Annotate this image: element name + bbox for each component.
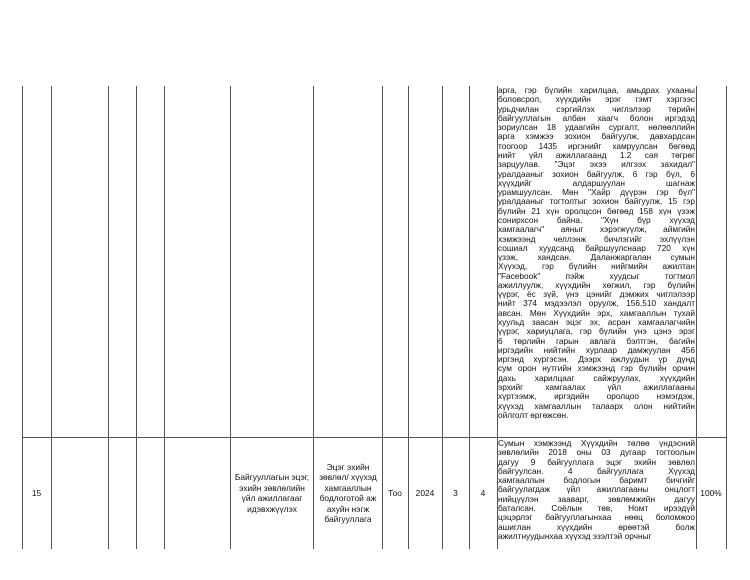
text-line: уралдааныг зохион байгуулж, 6 гэр бүл, 6: [498, 169, 695, 179]
text-line: тоогоор 1435 иргэнийг хамруулсан бөгөөд: [498, 141, 695, 151]
text-line: боловсрол, хүүхдийн эрэг гэмт хэргээс: [498, 95, 695, 105]
table-border: [164, 86, 165, 549]
text-line: байгуулагдаж үйл ажиллагааны онцлогт: [498, 485, 695, 495]
baseline-text: 3: [453, 487, 458, 498]
text-line: сум орон нутгийн хэмжээнд гэр бүлийн орчин: [498, 364, 695, 374]
lower-progress-text: [498, 439, 695, 541]
text-line: хуульд заасан эцэг эх, асран хамгаалагчийн: [498, 318, 695, 328]
text-line: урьдчилан сэргийлэх чиглэлээр төрийн: [498, 104, 695, 114]
text-line: үүрэг, хариуцлага, гэр бүлийн үнэ цэнэ эрэг: [498, 327, 695, 337]
text-line: зөвлөлийн 2018 оны 03 дугаар тогтоолын: [498, 448, 695, 458]
indicator-text: Эцэг эхийн зөвлөл/ хүүхэд хамгааллын бодлоготой аж ахуйн нэгж байгууллага: [319, 461, 377, 524]
activity-cell: [232, 437, 312, 549]
text-line: байгуулсан. 4 байгууллага Хүүхэд: [498, 466, 695, 476]
unit-cell: [382, 437, 408, 549]
text-line: нийцүүлэн зааварг, зөвлөмжийн дагуу: [498, 494, 695, 504]
text-line: хамгааллын бодлогын баримт бичгийг: [498, 476, 695, 486]
row-number-text: 15: [31, 487, 42, 498]
table-border: [313, 86, 314, 549]
text-line: хүүхдийг алдаршуулан шагнаж: [498, 178, 695, 188]
text-line: иргэнд хүргэсэн. Дээрх ажлуудын үр дүнд: [498, 355, 695, 365]
text-line: дахь харилцааг сайжруулах, хүүхдийн: [498, 373, 695, 383]
text-line: уралдааныг тогтолтыг зохион байгуулж, 15 гэр: [498, 197, 695, 207]
text-line: бүлийн 21 хүн оролцсон бөгөөд 158 хүн үзэж: [498, 206, 695, 216]
text-line: Хүүхэд, гэр бүлийн нийгмийн ажилтан: [498, 262, 695, 272]
table-border: [108, 86, 109, 549]
table-border: [136, 86, 137, 549]
text-line: цэцэрлэг байгууллагынхаа нөөц боломжоо: [498, 513, 695, 523]
text-line: нийт 374 мэдээлэл оруулж, 156,510 хандалт: [498, 299, 695, 309]
text-line: хэмжээнд челлэнж бичлэгийг эхлүүлэн: [498, 234, 695, 244]
row-number: [22, 437, 51, 549]
text-line: байгууллагын албан хаагч болон иргэдэд: [498, 113, 695, 123]
text-line: "Facebook" пэйж хуудсыг тогтмол: [498, 271, 695, 281]
year-text: 2024: [415, 487, 435, 498]
text-line: баталсан. Соёлын төв, Номт ирээдүй: [498, 503, 695, 513]
target-text: 4: [480, 487, 486, 498]
text-line: ашиглан хүүхдийн өрөөтэй болж: [498, 522, 695, 532]
text-line: урамшуулсан. Мөн "Хайр дүүрэн гэр бүл": [498, 188, 695, 198]
unit-text: Тоо: [388, 487, 402, 498]
text-line: арга хэмжээ зохион байгуулж, давхардсан: [498, 132, 695, 142]
text-line: зарцуулав. "Эцэг эхээ илгээх захидал": [498, 160, 695, 170]
table-border: [726, 86, 727, 549]
text-line: ажиллуулж, хүүхдийн хөгжил, гэр бүлийн: [498, 280, 695, 290]
percent-cell: [696, 437, 726, 549]
text-line: дагуу 9 байгууллага эцэг эхийн зөвлөл: [498, 457, 695, 467]
percent-text: 100%: [700, 487, 722, 498]
baseline-cell: [442, 437, 469, 549]
year-cell: [408, 437, 442, 549]
text-line: хүүхэд хамгааллын талаарх олон нийтийн: [498, 401, 695, 411]
upper-progress-text: [498, 86, 695, 420]
text-line: ажилтнуудынхаа хүүхэд эзэлтэй орчныг: [498, 531, 652, 541]
text-line: сошиал хуудсанд байршуулснаар 720 хүн: [498, 243, 695, 253]
text-line: ойлголт өргөжсөн.: [498, 410, 569, 420]
text-line: Сумын хэмжээнд Хүүхдийн төлөө үндэсний: [498, 439, 695, 448]
indicator-cell: [315, 437, 381, 549]
text-line: сонирхсон байна. "Хүн бүр хүүхэд: [498, 215, 695, 225]
text-line: үзэж, хандсан. Даланжаргалан сумын: [498, 253, 695, 263]
text-line: хүртээмж, иргэдийн оролцоо нэмэгдэж,: [498, 392, 695, 402]
text-line: эрхийг хамгаалах үйл ажиллагааны: [498, 383, 695, 392]
target-cell: [469, 437, 497, 549]
text-line: авсан. Мөн Хүүхдийн эрх, хамгааллын тухай: [498, 308, 695, 318]
text-line: хамгаалагч" аяныг хэрэгжүүлж, аймгийн: [498, 225, 695, 235]
text-line: арга, гэр бүлийн харилцаа, амьдрах ухааны: [498, 86, 695, 95]
text-line: иргэдийн нийтийн хурлаар дамжуулан 456: [498, 345, 695, 355]
text-line: 6 төрлийн гарын авлага бэлтгэн, багийн: [498, 336, 695, 346]
text-line: үүрэг, ёс зүй, үнэ цэнийг дэмжих чиглэлээр: [498, 290, 695, 300]
activity-text: Байгууллагын эцэг, эхийн зөвлөлийн үйл ажиллагааг идэвхжүүлэх: [234, 472, 310, 514]
text-line: зориулсан 18 удаагийн сургалт, нөлөөллийн: [498, 123, 695, 133]
table-border: [230, 86, 231, 549]
table-border: [51, 86, 52, 549]
text-line: нийт үйл ажиллагаанд 1.2 сая төгрөг: [498, 150, 695, 160]
